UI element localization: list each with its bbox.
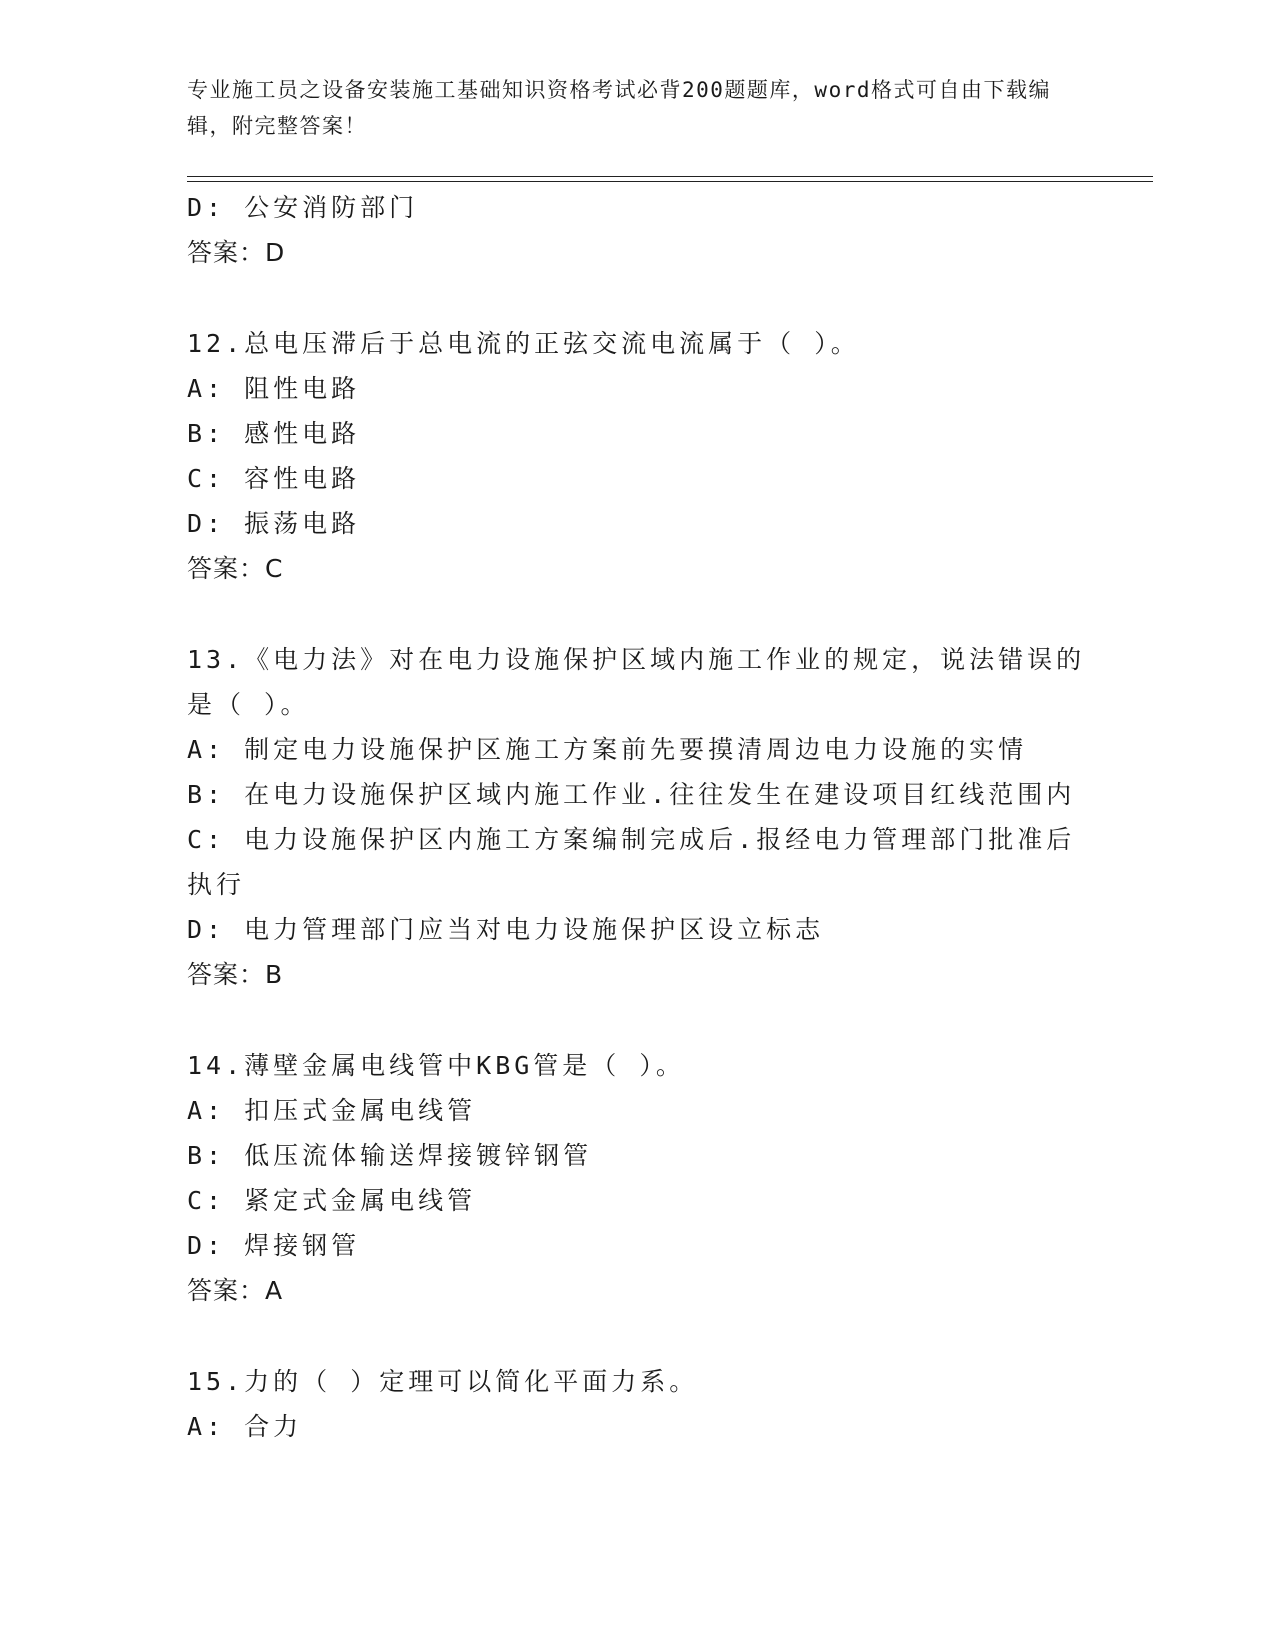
header-divider-top — [187, 176, 1153, 177]
q13-answer: 答案：B — [187, 960, 284, 989]
q13-stem-line-2: 是（ ）。 — [187, 690, 310, 719]
q14-option-b: B: 低压流体输送焊接镀锌钢管 — [187, 1141, 593, 1170]
page-header-title: 专业施工员之设备安装施工基础知识资格考试必背200题题库，word格式可自由下载编辑，附完整答案！ — [187, 78, 1051, 138]
q12-answer: 答案：C — [187, 554, 284, 583]
q12-option-c: C: 容性电路 — [187, 464, 361, 493]
q15-option-a: A: 合力 — [187, 1412, 303, 1441]
q13-option-a: A: 制定电力设施保护区施工方案前先要摸清周边电力设施的实情 — [187, 735, 1028, 764]
q12-option-b: B: 感性电路 — [187, 419, 361, 448]
q13-option-c-line-1: C: 电力设施保护区内施工方案编制完成后.报经电力管理部门批准后 — [187, 825, 1076, 854]
q12-option-d: D: 振荡电路 — [187, 509, 361, 538]
q13-option-b: B: 在电力设施保护区域内施工作业.往往发生在建设项目红线范围内 — [187, 780, 1076, 809]
q13-option-d: D: 电力管理部门应当对电力设施保护区设立标志 — [187, 915, 825, 944]
q14-option-a: A: 扣压式金属电线管 — [187, 1096, 477, 1125]
q14-answer: 答案：A — [187, 1276, 284, 1305]
q15-stem: 15.力的（ ）定理可以简化平面力系。 — [187, 1367, 699, 1396]
q11-option-d: D: 公安消防部门 — [187, 193, 419, 222]
q11-answer: 答案：D — [187, 238, 286, 267]
q14-option-c: C: 紧定式金属电线管 — [187, 1186, 477, 1215]
q12-stem: 12.总电压滞后于总电流的正弦交流电流属于（ ）。 — [187, 329, 860, 358]
header-divider-bottom — [187, 181, 1153, 182]
q14-option-d: D: 焊接钢管 — [187, 1231, 361, 1260]
q13-option-c-line-2: 执行 — [187, 870, 246, 899]
q13-stem-line-1: 13.《电力法》对在电力设施保护区域内施工作业的规定，说法错误的 — [187, 645, 1086, 674]
q12-option-a: A: 阻性电路 — [187, 374, 361, 403]
q14-stem: 14.薄壁金属电线管中KBG管是（ ）。 — [187, 1051, 685, 1080]
